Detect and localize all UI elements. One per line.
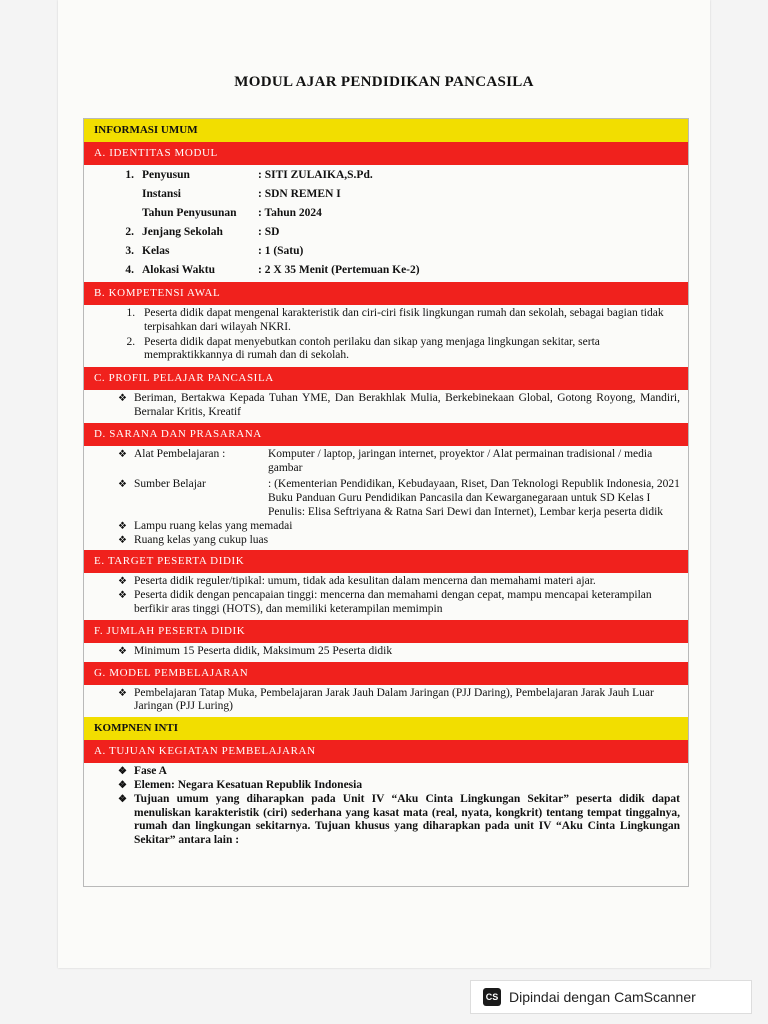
- list-item: 2. Peserta didik dapat menyebutkan contoh perilaku dan sikap yang menjaga lingkungan sekitar, serta mempraktikkannya di rumah dan di sekolah.: [138, 336, 680, 364]
- jumlah-body: [84, 643, 688, 662]
- section-tujuan-kegiatan: A. TUJUAN KEGIATAN PEMBELAJARAN: [84, 740, 688, 763]
- list-item: ❖ Minimum 15 Peserta didik, Maksimum 25 Peserta didik: [118, 645, 680, 659]
- list-item: ❖ Beriman, Bertakwa Kepada Tuhan YME, Dan Berakhlak Mulia, Berkebinekaan Global, Gotong Royong, Mandiri, Bernalar Kritis, Kreatif: [118, 392, 680, 420]
- model-body: [84, 685, 688, 718]
- identitas-row: 2. Jenjang Sekolah : SD: [125, 226, 280, 238]
- document-title: MODUL AJAR PENDIDIKAN PANCASILA: [234, 74, 534, 90]
- camscanner-text: Dipindai dengan CamScanner: [509, 989, 696, 1005]
- kompetensi-body: [84, 305, 688, 367]
- list-item: ❖ Sumber Belajar : (Kementerian Pendidikan, Kebudayaan, Riset, Dan Teknologi Republik Indonesia, 2021 Buku Panduan Guru Pendidikan Pancasila dan Kewarganegaraan untuk SD Kelas I Penulis: Elisa Seftriyana & Ratna Sari Dewi dan Internet), Lembar kerja peserta didik: [118, 478, 680, 519]
- target-body: [84, 573, 688, 619]
- section-sarana-prasarana: D. SARANA DAN PRASARANA: [84, 423, 688, 446]
- section-komponen-inti: KOMPNEN INTI: [84, 717, 688, 740]
- identitas-row: 3. Kelas : 1 (Satu): [125, 245, 304, 257]
- module-table: [83, 118, 689, 887]
- list-item: ❖ Lampu ruang kelas yang memadai: [118, 520, 680, 534]
- tujuan-body: [84, 763, 688, 851]
- camscanner-logo-icon: CS: [483, 988, 501, 1006]
- scanned-page: [58, 0, 710, 968]
- identitas-row: 4. Alokasi Waktu : 2 X 35 Menit (Pertemuan Ke-2): [125, 264, 420, 276]
- list-item: ❖ Tujuan umum yang diharapkan pada Unit IV “Aku Cinta Lingkungan Sekitar” peserta didik dapat menuliskan karakteristik (ciri) sederhana yang kasat mata (real, nyata, kongkrit) tentang tempat tinggalnya, rumah dan lingkungan sekitarnya. Tujuan khusus yang diharapkan pada unit IV “Aku Cinta Lingkungan Sekitar” antara lain :: [118, 793, 680, 848]
- list-item: ❖ Elemen: Negara Kesatuan Republik Indonesia: [118, 779, 680, 793]
- section-model-pembelajaran: G. MODEL PEMBELAJARAN: [84, 662, 688, 685]
- profil-body: [84, 390, 688, 423]
- sarana-body: [84, 446, 688, 551]
- section-jumlah-peserta: F. JUMLAH PESERTA DIDIK: [84, 620, 688, 643]
- section-profil-pelajar: C. PROFIL PELAJAR PANCASILA: [84, 367, 688, 390]
- camscanner-watermark: [470, 980, 752, 1014]
- list-item: ❖ Ruang kelas yang cukup luas: [118, 534, 680, 548]
- identitas-row: Tahun Penyusunan : Tahun 2024: [142, 207, 322, 219]
- section-identitas-modul: A. IDENTITAS MODUL: [84, 142, 688, 165]
- identitas-row: Instansi : SDN REMEN I: [142, 188, 341, 200]
- list-item: ❖ Peserta didik dengan pencapaian tinggi: mencerna dan memahami dengan cepat, mampu mencapai keterampilan berfikir aras tinggi (HOTS), dan memiliki keterampilan memimpin: [118, 589, 680, 617]
- list-item: ❖ Alat Pembelajaran : Komputer / laptop, jaringan internet, proyektor / Alat permainan tradisional / media gambar: [118, 448, 680, 476]
- identitas-body: [84, 165, 688, 282]
- list-item: ❖ Pembelajaran Tatap Muka, Pembelajaran Jarak Jauh Dalam Jaringan (PJJ Daring), Pembelajaran Jarak Jauh Luar Jaringan (PJJ Luring): [118, 687, 680, 715]
- section-informasi-umum: INFORMASI UMUM: [84, 119, 688, 142]
- list-item: ❖ Peserta didik reguler/tipikal: umum, tidak ada kesulitan dalam mencerna dan memahami materi ajar.: [118, 575, 680, 589]
- section-kompetensi-awal: B. KOMPETENSI AWAL: [84, 282, 688, 305]
- section-target-peserta: E. TARGET PESERTA DIDIK: [84, 550, 688, 573]
- identitas-row: 1. Penyusun : SITI ZULAIKA,S.Pd.: [125, 169, 373, 181]
- list-item: 1. Peserta didik dapat mengenal karakteristik dan ciri-ciri fisik lingkungan rumah dan sekolah, sebagai bagian tidak terpisahkan dari wilayah NKRI.: [138, 307, 680, 335]
- list-item: ❖ Fase A: [118, 765, 680, 779]
